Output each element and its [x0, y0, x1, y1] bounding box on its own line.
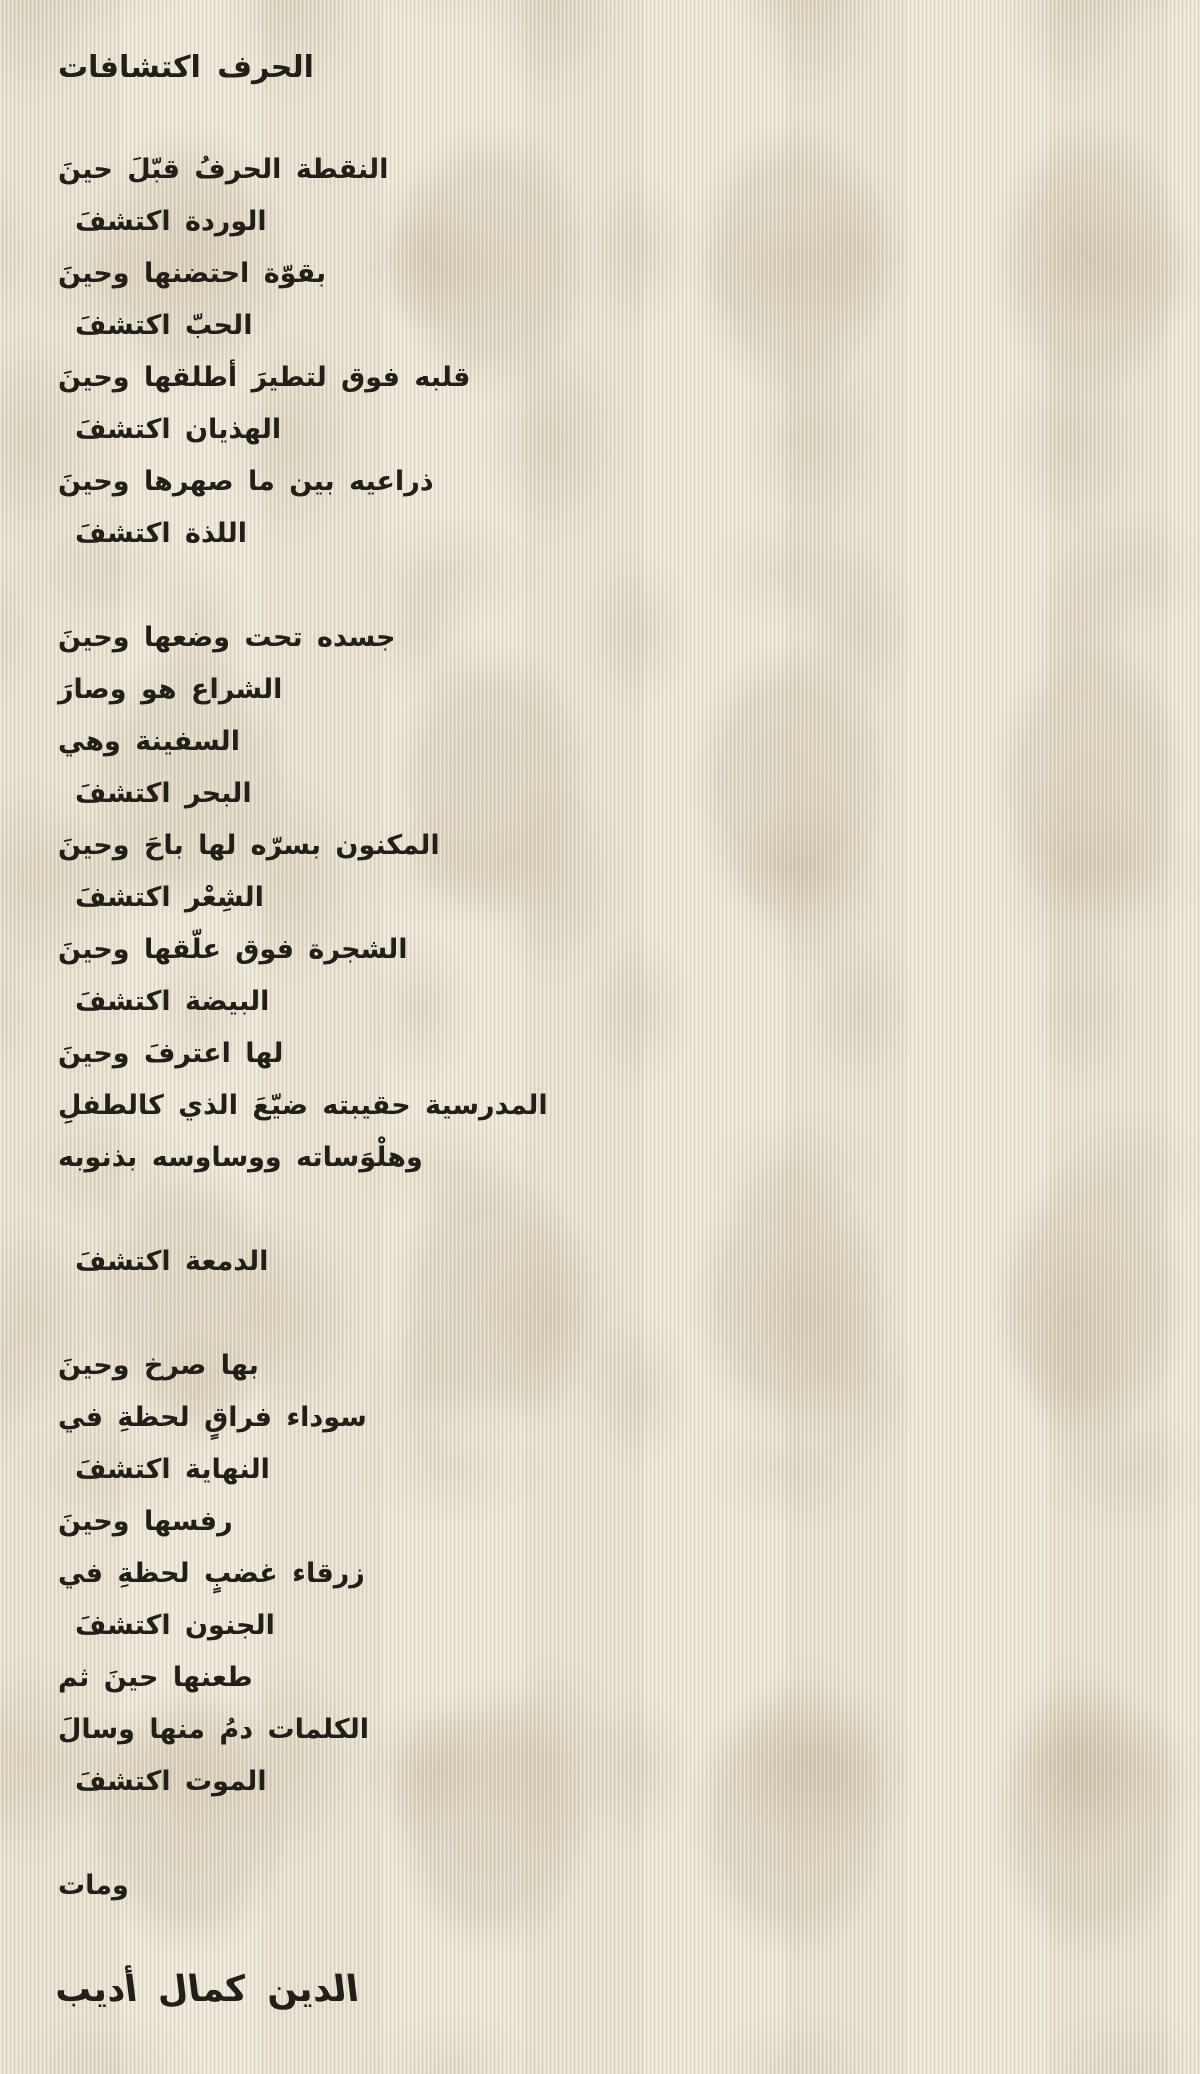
- word: احتضنها: [143, 258, 250, 289]
- word: وهلْوَساته: [296, 1142, 423, 1173]
- word: بسرّه: [250, 830, 321, 861]
- word: الهذيان: [185, 414, 282, 445]
- word: بين: [289, 466, 335, 497]
- word: اللذة: [185, 518, 247, 549]
- word: اكتشفَ: [75, 1454, 171, 1485]
- poem-line: [58, 1496, 1170, 1548]
- poem-line: [58, 1080, 1170, 1132]
- poem-line: [58, 872, 1170, 924]
- poem-line: [58, 612, 1170, 664]
- word: اكتشفَ: [75, 1766, 171, 1797]
- poem-line: [58, 664, 1170, 716]
- word: حقيبته: [322, 1090, 411, 1121]
- word: أديب: [52, 1969, 140, 2010]
- word: ذراعيه: [349, 466, 434, 497]
- word: البحر: [185, 778, 252, 809]
- word: علّقها: [143, 934, 221, 965]
- word: صرخ: [143, 1350, 207, 1381]
- word: كمال: [154, 1969, 250, 2010]
- poem-line: [58, 144, 1170, 196]
- word: اكتشفَ: [75, 518, 171, 549]
- stanza: [58, 612, 1170, 1184]
- word: اعترفَ: [143, 1038, 231, 1069]
- word: وحينَ: [58, 830, 130, 861]
- word: اكتشفَ: [75, 882, 171, 913]
- poem-line: [58, 248, 1170, 300]
- word: جسده: [317, 622, 396, 653]
- word: ومات: [58, 1870, 129, 1901]
- word: الشِعْر: [185, 882, 264, 913]
- stanza: [58, 1236, 1170, 1288]
- poem-line: [58, 456, 1170, 508]
- word: اكتشفَ: [75, 414, 171, 445]
- word: النقطة: [295, 154, 389, 185]
- word: تحت: [244, 622, 303, 653]
- word: رفسها: [143, 1506, 233, 1537]
- word: وهي: [58, 726, 121, 757]
- word: حينَ: [58, 154, 113, 185]
- word: الشراع: [191, 674, 283, 705]
- word: اكتشفَ: [75, 310, 171, 341]
- word: وحينَ: [58, 1506, 130, 1537]
- word: فوق: [341, 362, 400, 393]
- poem-line: [58, 924, 1170, 976]
- poem-line: [58, 1652, 1170, 1704]
- poem-line: [58, 1392, 1170, 1444]
- word: ثم: [58, 1662, 90, 1693]
- poem-line: [58, 820, 1170, 872]
- poem-line: [58, 300, 1170, 352]
- word: وحينَ: [58, 622, 130, 653]
- word: قلبه: [414, 362, 471, 393]
- word: أطلقها: [143, 362, 238, 393]
- word: الحبّ: [185, 310, 253, 341]
- word: اكتشفَ: [75, 986, 171, 1017]
- word: الوردة: [185, 206, 267, 237]
- word: في: [58, 1402, 103, 1433]
- word: باحَ: [143, 830, 184, 861]
- word: وصارَ: [58, 674, 127, 705]
- word: بذنوبه: [58, 1142, 138, 1173]
- word: زرقاء: [292, 1558, 365, 1589]
- word: البيضة: [185, 986, 270, 1017]
- word: لتطيرَ: [251, 362, 327, 393]
- word: بها: [220, 1350, 259, 1381]
- word: ما: [247, 466, 275, 497]
- word: قبّلَ: [127, 154, 180, 185]
- poem-line: [58, 1028, 1170, 1080]
- poem-line: [58, 1704, 1170, 1756]
- poem-body: [58, 144, 1170, 1912]
- poem-line: [58, 404, 1170, 456]
- word: الذي: [178, 1090, 238, 1121]
- word: بقوّة: [263, 258, 327, 289]
- word: المدرسية: [425, 1090, 548, 1121]
- word: لحظةِ: [117, 1558, 190, 1589]
- poem-line: [58, 196, 1170, 248]
- poem-line: [58, 768, 1170, 820]
- poem-line: [58, 1132, 1170, 1184]
- word: الحرف: [217, 50, 314, 85]
- poem-line: [58, 1236, 1170, 1288]
- word: وحينَ: [58, 934, 130, 965]
- poem-line: [58, 1340, 1170, 1392]
- word: سوداء: [286, 1402, 367, 1433]
- word: هو: [140, 674, 177, 705]
- word: اكتشافات: [58, 50, 201, 85]
- poem-line: [58, 976, 1170, 1028]
- poem-line: [58, 1860, 1170, 1912]
- word: الدين: [263, 1969, 362, 2010]
- word: فراقٍ: [204, 1402, 272, 1433]
- word: ووساوسه: [151, 1142, 282, 1173]
- poem-title: [58, 46, 1170, 90]
- word: وحينَ: [58, 362, 130, 393]
- word: السفينة: [135, 726, 240, 757]
- word: الجنون: [185, 1610, 275, 1641]
- word: كالطفلِ: [58, 1090, 164, 1121]
- stanza: [58, 1340, 1170, 1808]
- word: المكنون: [335, 830, 440, 861]
- word: الدمعة: [185, 1246, 269, 1277]
- word: فوق: [235, 934, 294, 965]
- word: الشجرة: [308, 934, 408, 965]
- poet-signature: [52, 1964, 362, 2016]
- signature-row: [52, 1964, 1170, 2016]
- poem-line: [58, 1600, 1170, 1652]
- word: منها: [149, 1714, 206, 1745]
- word: الحرفُ: [194, 154, 282, 185]
- word: طعنها: [172, 1662, 253, 1693]
- word: لحظةِ: [117, 1402, 190, 1433]
- word: دمُ: [219, 1714, 254, 1745]
- stanza: [58, 144, 1170, 560]
- poem-line: [58, 1548, 1170, 1600]
- word: وحينَ: [58, 1350, 130, 1381]
- word: وسالَ: [58, 1714, 135, 1745]
- word: اكتشفَ: [75, 1246, 171, 1277]
- poem-line: [58, 352, 1170, 404]
- word: حينَ: [103, 1662, 159, 1693]
- word: صهرها: [143, 466, 234, 497]
- word: النهاية: [185, 1454, 270, 1485]
- word: اكتشفَ: [75, 1610, 171, 1641]
- stanza: [58, 1860, 1170, 1912]
- word: الموت: [185, 1766, 267, 1797]
- word: غضبٍ: [204, 1558, 278, 1589]
- word: اكتشفَ: [75, 778, 171, 809]
- poem-line: [58, 1444, 1170, 1496]
- word: وضعها: [143, 622, 231, 653]
- word: الكلمات: [267, 1714, 369, 1745]
- word: لها: [198, 830, 237, 861]
- word: وحينَ: [58, 466, 130, 497]
- poem-line: [58, 508, 1170, 560]
- word: وحينَ: [58, 258, 130, 289]
- poem-line: [58, 716, 1170, 768]
- word: وحينَ: [58, 1038, 130, 1069]
- word: اكتشفَ: [75, 206, 171, 237]
- word: في: [58, 1558, 103, 1589]
- word: ضيّعَ: [252, 1090, 308, 1121]
- poem-line: [58, 1756, 1170, 1808]
- word: لها: [245, 1038, 284, 1069]
